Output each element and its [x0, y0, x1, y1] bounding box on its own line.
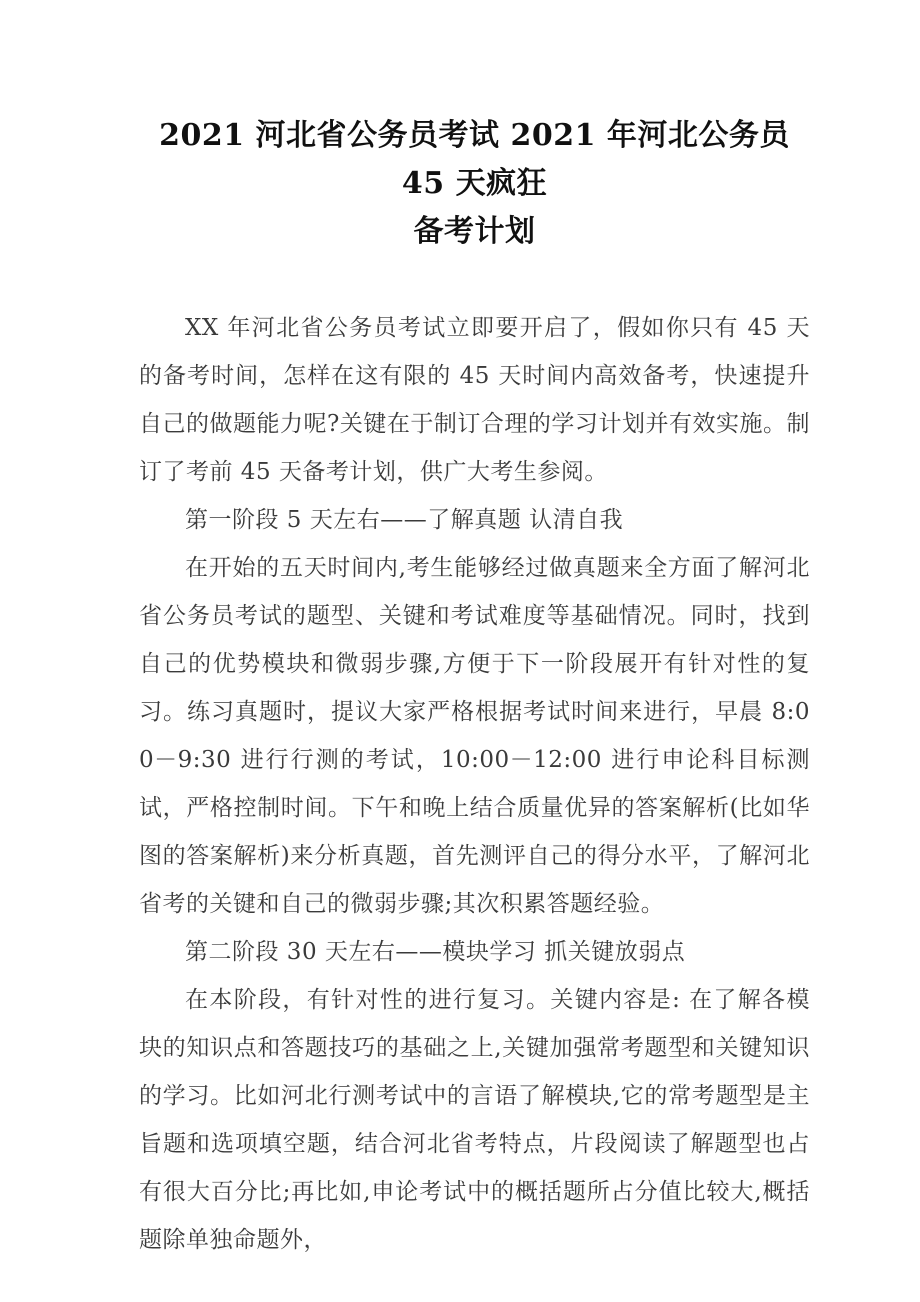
paragraph-intro: XX 年河北省公务员考试立即要开启了，假如你只有 45 天的备考时间，怎样在这有限的 45 天时间内高效备考，快速提升自己的做题能力呢?关键在于制订合理的学习计划并有效实施。制订了考前 45 天备考计划，供广大考生参阅。 [139, 315, 810, 485]
stage-2-heading: 第二阶段 30 天左右——模块学习 抓关键放弱点 [185, 939, 686, 965]
document-title-line-1: 2021 河北省公务员考试 2021 年河北公务员 45 天疯狂 [159, 118, 790, 201]
stage-1-heading: 第一阶段 5 天左右——了解真题 认清自我 [185, 507, 624, 533]
document-title [139, 112, 810, 256]
document-title-line-2: 备考计划 [413, 214, 536, 249]
paragraph-stage-2: 在本阶段，有针对性的进行复习。关键内容是: 在了解各模块的知识点和答题技巧的基础之上,关键加强常考题型和关键知识的学习。比如河北行测考试中的言语了解模块,它的常考题型是主旨题和选项填空题，结合河北省考特点，片段阅读了解题型也占有很大百分比;再比如,申论考试中的概括题所占分值比较大,概括题除单独命题外， [139, 987, 810, 1253]
paragraph-stage-1: 在开始的五天时间内,考生能够经过做真题来全方面了解河北省公务员考试的题型、关键和考试难度等基础情况。同时，找到自己的优势模块和微弱步骤,方便于下一阶段展开有针对性的复习。练习真题时，提议大家严格根据考试时间来进行，早晨 8:00－9:30 进行行测的考试，10:00－12:00 进行申论科目标测试，严格控制时间。下午和晚上结合质量优异的答案解析(比如华图的答案解析)来分析真题，首先测评自己的得分水平，了解河北省考的关键和自己的微弱步骤;其次积累答题经验。 [139, 555, 810, 917]
